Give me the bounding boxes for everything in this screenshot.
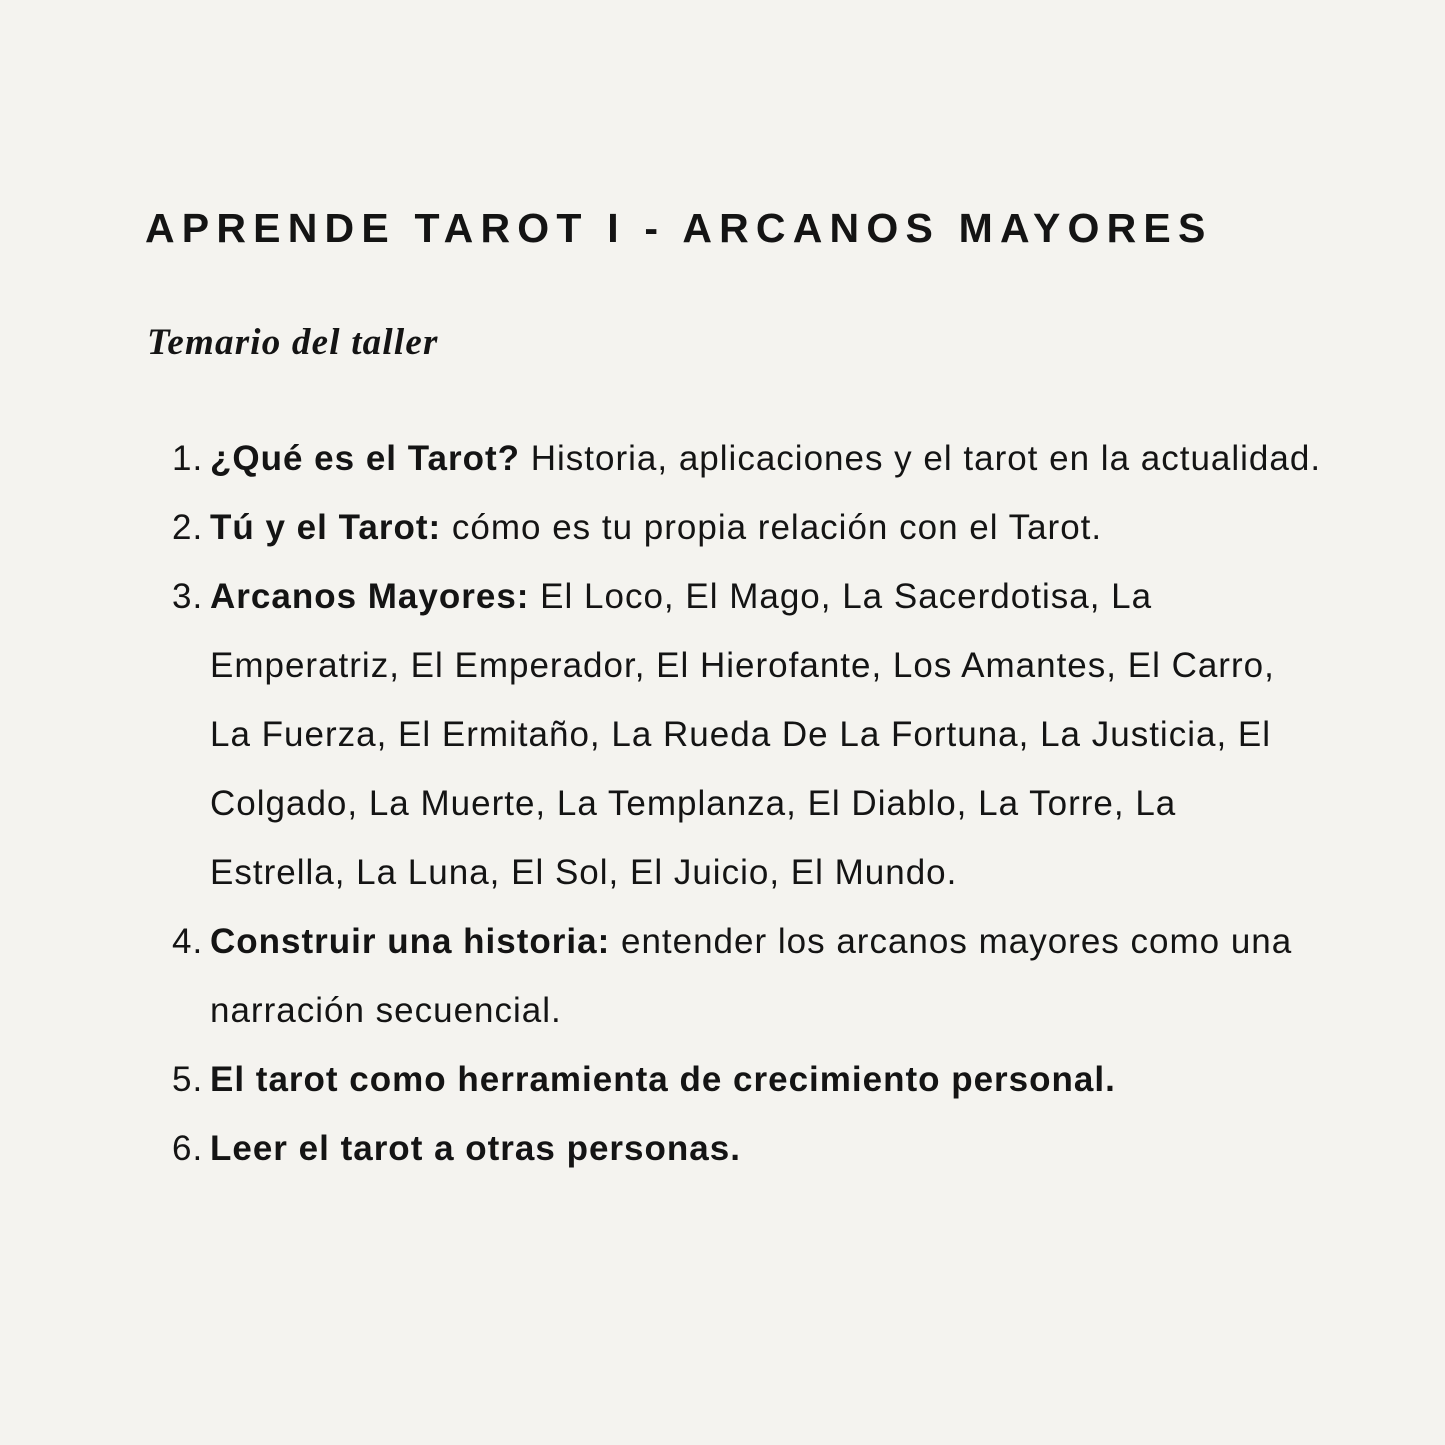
item-number: 5. <box>172 1060 204 1099</box>
list-item <box>172 1045 1322 1114</box>
list-item <box>172 493 1322 562</box>
list-item <box>172 424 1322 493</box>
page-title: APRENDE TAROT I - ARCANOS MAYORES <box>145 205 1213 251</box>
page-subtitle: Temario del taller <box>147 322 439 363</box>
item-lead: Leer el tarot a otras personas. <box>210 1129 741 1168</box>
topics-list <box>172 424 1322 1183</box>
item-lead: Tú y el Tarot: <box>210 508 442 547</box>
item-text: entender los arcanos mayores como una narración secuencial. <box>210 922 1293 1030</box>
list-item <box>172 1114 1322 1183</box>
item-body <box>210 1114 1322 1183</box>
item-lead: Construir una historia: <box>210 922 611 961</box>
item-lead: El tarot como herramienta de crecimiento personal. <box>210 1060 1116 1099</box>
item-text: El Loco, El Mago, La Sacerdotisa, La Emperatriz, El Emperador, El Hierofante, Los Amantes, El Carro, La Fuerza, El Ermitaño, La Rueda De La Fortuna, La Justicia, El Colgado, La Muerte, La Templanza, El Diablo, La Torre, La Estrella, La Luna, El Sol, El Juicio, El Mundo. <box>210 577 1275 892</box>
item-lead: Arcanos Mayores: <box>210 577 530 616</box>
list-item <box>172 562 1322 907</box>
item-text: Historia, aplicaciones y el tarot en la actualidad. <box>520 439 1322 478</box>
item-number: 3. <box>172 577 204 616</box>
item-text: cómo es tu propia relación con el Tarot. <box>441 508 1103 547</box>
item-body <box>210 424 1322 493</box>
item-body <box>210 1045 1322 1114</box>
item-number: 6. <box>172 1129 204 1168</box>
item-lead: ¿Qué es el Tarot? <box>210 439 521 478</box>
item-body <box>210 907 1322 1045</box>
item-number: 2. <box>172 508 204 547</box>
item-number: 1. <box>172 439 204 478</box>
item-body <box>210 562 1322 907</box>
list-item <box>172 907 1322 1045</box>
item-body <box>210 493 1322 562</box>
item-number: 4. <box>172 922 204 961</box>
